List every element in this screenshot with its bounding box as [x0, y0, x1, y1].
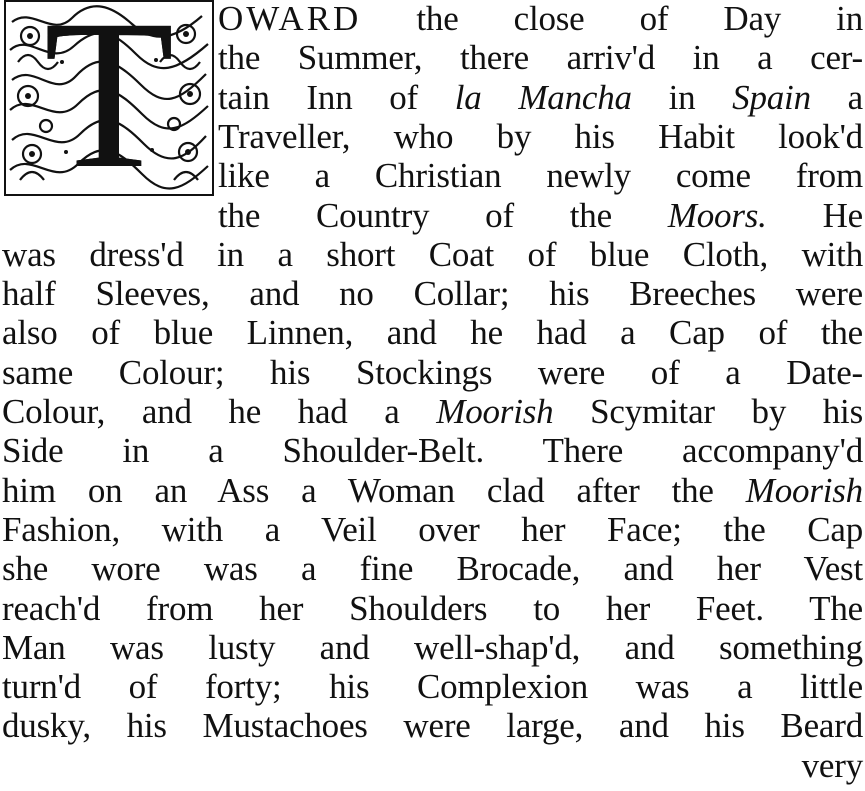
text-run: the Summer, there arriv'd in a cer-	[218, 38, 863, 78]
text-run: Side in a Shoulder-Belt. There accompany'd	[2, 431, 863, 471]
text-line	[2, 430, 863, 472]
text-line	[2, 312, 863, 354]
italic-text: Moorish	[745, 470, 863, 510]
text-line	[218, 0, 863, 40]
text-line	[2, 745, 863, 787]
text-run: half Sleeves, and no Collar; his Breeches were	[2, 274, 863, 314]
text-run: Scymitar by his	[553, 392, 864, 431]
text-line	[218, 37, 863, 79]
text-line	[2, 352, 863, 394]
text-run: also of blue Linnen, and he had a Cap of the	[2, 313, 863, 353]
text-run: Man was lusty and well-shap'd, and something	[2, 627, 863, 667]
text-run: turn'd of forty; his Complexion was a little	[2, 667, 863, 707]
text-run: the Country of the	[218, 195, 668, 235]
text-run: the close of Day in	[361, 0, 863, 38]
text-line	[218, 77, 863, 119]
text-run: tain Inn of	[218, 77, 455, 117]
text-line	[2, 588, 863, 630]
ornamental-dropcap	[4, 0, 214, 196]
italic-text: la Mancha	[454, 77, 632, 117]
text-line	[218, 116, 863, 158]
text-run: in	[631, 77, 733, 117]
text-line	[2, 470, 863, 512]
text-run: Fashion, with a Veil over her Face; the Cap	[2, 509, 863, 549]
text-line	[2, 391, 863, 433]
text-run: He	[766, 195, 863, 235]
text-run: like a Christian newly come from	[218, 156, 863, 196]
italic-text: Spain	[732, 77, 811, 117]
text-line	[2, 509, 863, 551]
text-line	[2, 273, 863, 315]
text-run: Colour, and he had a	[2, 392, 437, 431]
text-line	[218, 195, 863, 237]
text-run: reach'd from her Shoulders to her Feet. The	[2, 588, 863, 628]
smallcaps-text: OWARD	[218, 0, 362, 38]
text-line	[2, 234, 863, 276]
text-line	[2, 705, 863, 747]
text-run: same Colour; his Stockings were of a Date-	[2, 352, 863, 392]
text-run: very	[801, 745, 863, 785]
text-run: him on an Ass a Woman clad after the	[2, 470, 746, 510]
text-run: a	[810, 77, 863, 117]
text-run: was dress'd in a short Coat of blue Cloth, with	[2, 234, 863, 274]
text-line	[2, 548, 863, 590]
text-run: dusky, his Mustachoes were large, and his Beard	[2, 706, 863, 746]
italic-text: Moorish	[436, 392, 554, 431]
text-run: Traveller, who by his Habit look'd	[218, 116, 863, 156]
text-run: she wore was a fine Brocade, and her Vest	[2, 549, 863, 589]
dropcap-letter: T	[43, 0, 175, 196]
text-line	[218, 155, 863, 197]
text-line	[2, 666, 863, 708]
italic-text: Moors.	[667, 195, 767, 235]
text-line	[2, 627, 863, 669]
